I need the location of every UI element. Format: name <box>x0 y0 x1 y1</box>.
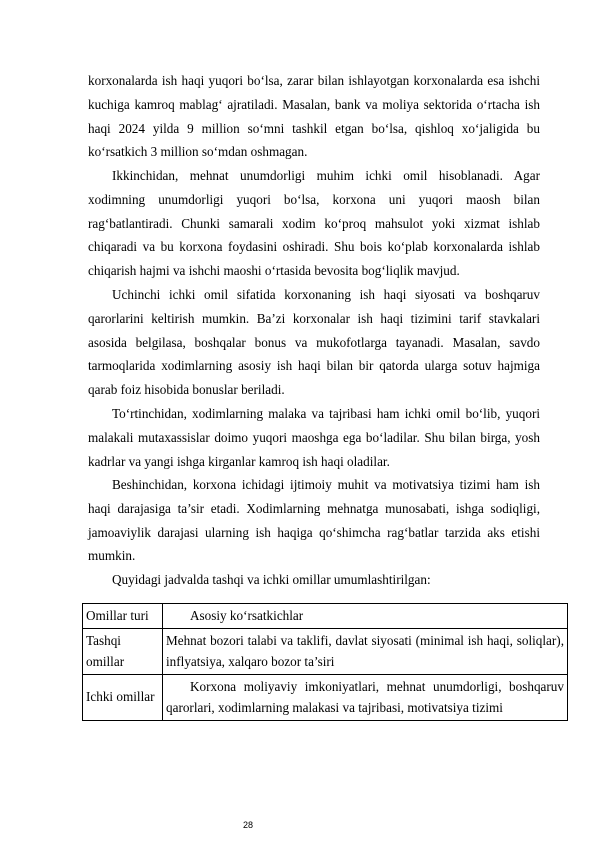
page-number: 28 <box>243 820 254 830</box>
table-header-row <box>83 604 568 629</box>
paragraph-second-factor: Ikkinchidan, mehnat unumdorligi muhim ichki omil hisoblanadi. Agar xodimning unumdorligi yuqori bo‘lsa, korxona uni yuqori maosh bilan rag‘batlantiradi. Chunki samarali xodim ko‘proq mahsulot yoki xizmat ishlab chiqaradi va bu korxona foydasini oshiradi. Shu bois ko‘plab korxonalarda ishlab chiqarish hajmi va ishchi maoshi o‘rtasida bevosita bog‘liqlik mavjud. <box>88 168 540 279</box>
paragraph-fourth-factor: To‘rtinchidan, xodimlarning malaka va tajribasi ham ichki omil bo‘lib, yuqori malakali mutaxassislar doimo yuqori maoshga ega bo‘ladilar. Shu bilan birga, yosh kadrlar va yangi ishga kirganlar kamroq ish haqi oladilar. <box>88 406 540 469</box>
table-header-type: Omillar turi <box>83 604 163 629</box>
table-cell-type: Ichki omillar <box>83 674 163 720</box>
factors-table <box>82 603 568 721</box>
table-cell-indicators-text: Korxona moliyaviy imkoniyatlari, mehnat unumdorligi, boshqaruv qarorlari, xodimlarning malakasi va tajribasi, motivatsiya tizimi <box>166 678 564 715</box>
table-cell-indicators: Mehnat bozori talabi va taklifi, davlat siyosati (minimal ish haqi, soliqlar), inflyatsiya, xalqaro bozor ta’siri <box>163 628 568 674</box>
table-cell-type: Tashqi omillar <box>83 628 163 674</box>
paragraph-fifth-factor: Beshinchidan, korxona ichidagi ijtimoiy muhit va motivatsiya tizimi ham ish haqi darajasiga ta’sir etadi. Xodimlarning mehnatga munosabati, ishga sodiqligi, jamoaviylik darajasi ularning ish haqiga qo‘shimcha rag‘batlar tarzida aks etishi mumkin. <box>88 477 540 564</box>
table-header-indicators <box>163 604 568 629</box>
paragraph-continuation: korxonalarda ish haqi yuqori bo‘lsa, zarar bilan ishlayotgan korxonalarda esa ishchi kuchiga kamroq mablag‘ ajratiladi. Masalan, bank va moliya sektorida o‘rtacha ish haqi 2024 yilda 9 million so‘mni tashkil etgan bo‘lsa, qishloq xo‘jaligida bu ko‘rsatkich 3 million so‘mdan oshmagan. <box>88 73 540 160</box>
table-cell-indicators <box>163 674 568 720</box>
table-row <box>83 628 568 674</box>
paragraph-table-intro: Quyidagi jadvalda tashqi va ichki omillar umumlashtirilgan: <box>112 572 431 587</box>
paragraph-third-factor: Uchinchi ichki omil sifatida korxonaning ish haqi siyosati va boshqaruv qarorlarini keltirish mumkin. Ba’zi korxonalar ish haqi tizimini tarif stavkalari asosida belgilasa, boshqalar bonus va mukofotlarga tayanadi. Masalan, savdo tarmoqlarida xodimlarning asosiy ish haqi bilan bir qatorda ularga sotuv hajmiga qarab foiz hisobida bonuslar beriladi. <box>88 287 540 398</box>
table-header-indicators-text: Asosiy ko‘rsatkichlar <box>190 608 304 623</box>
table-row <box>83 674 568 720</box>
